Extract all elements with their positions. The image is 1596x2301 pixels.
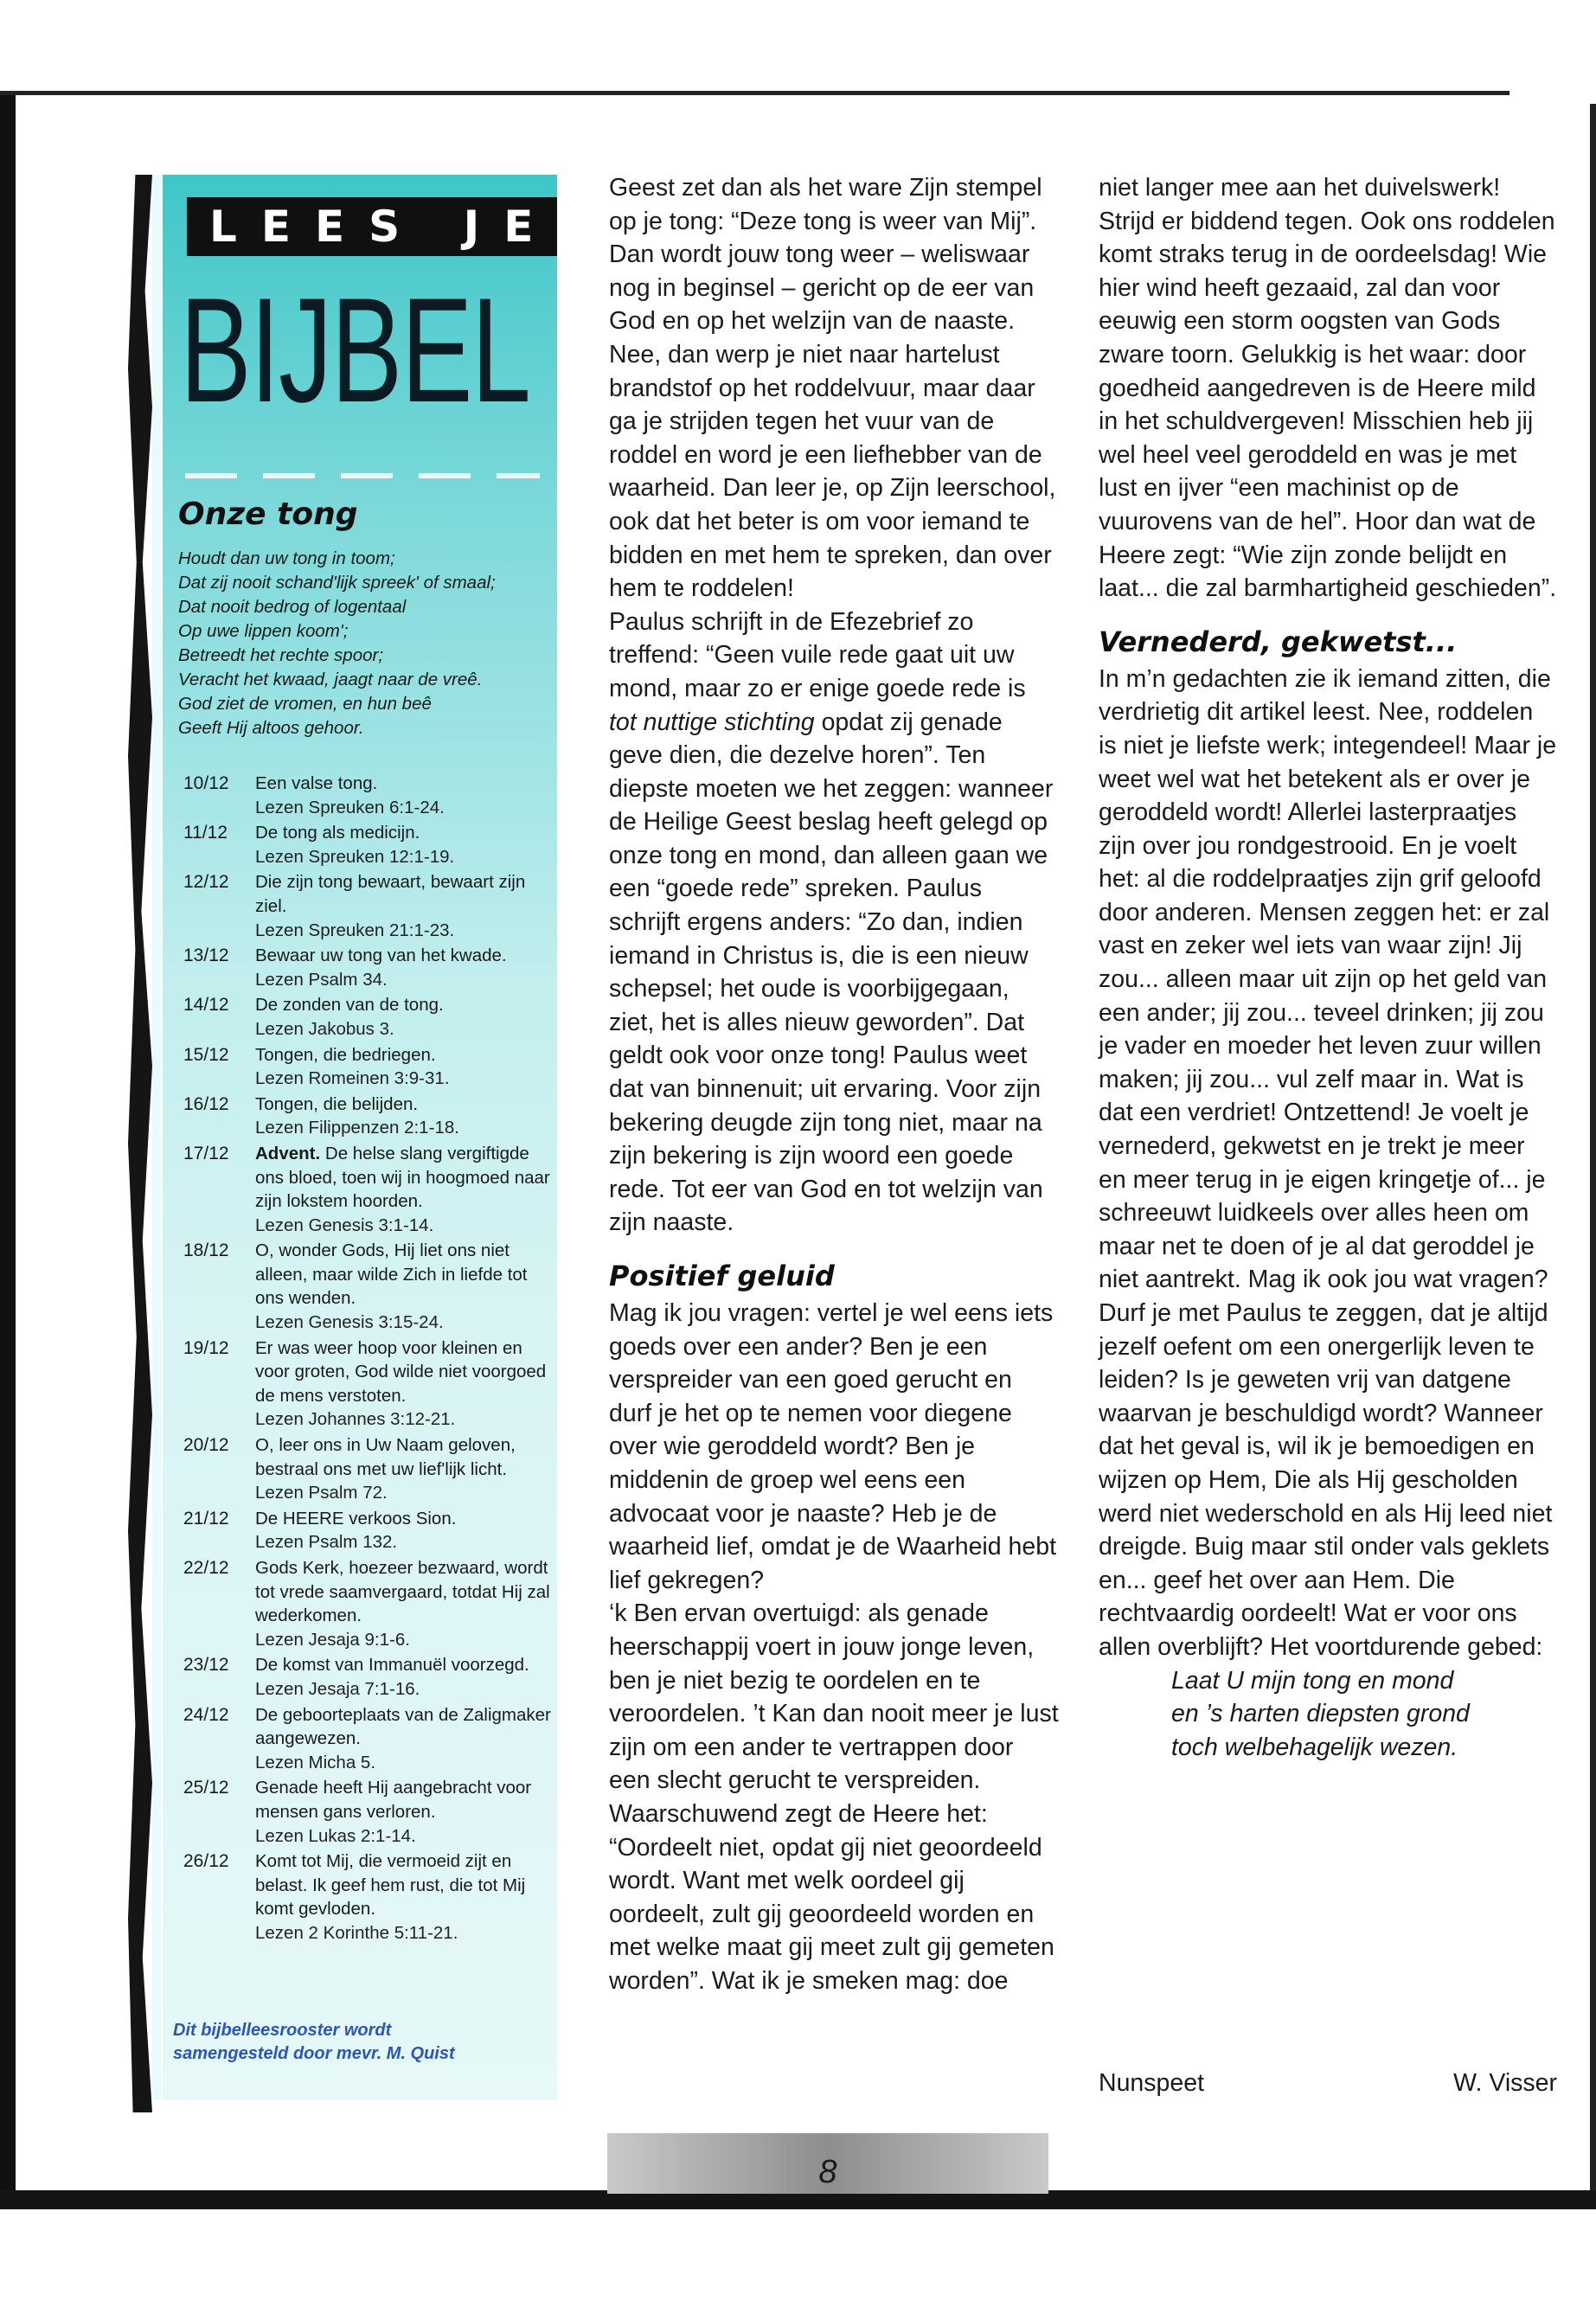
dashed-divider: [185, 473, 540, 478]
entry-reading: Lezen Spreuken 6:1-24.: [255, 797, 445, 817]
entry-reading: Lezen Jesaja 7:1-16.: [255, 1678, 420, 1699]
poem-line: Geeft Hij altoos gehoor.: [178, 718, 364, 738]
poem-line: Op uwe lippen koom';: [178, 621, 349, 641]
entry-date: 24/12: [183, 1704, 229, 1725]
schedule-entry: [183, 870, 555, 942]
entry-reading: Lezen Johannes 3:12-21.: [255, 1409, 456, 1430]
section-heading: Vernederd, gekwetst...: [1099, 625, 1458, 658]
entry-date: 21/12: [183, 1508, 229, 1529]
entry-date: 25/12: [183, 1778, 229, 1798]
poem-line: God ziet de vromen, en hun beê: [178, 694, 432, 714]
paragraph: ‘k Ben ervan overtuigd: als genade heerschappij voert in jouw jonge leven, ben je niet bezig te oordelen en te veroordelen. ’t Kan dan nooit meer je lust zijn om een ander te vertrappen door een slecht gerucht te verspreiden. Waarschuwend zegt de Heere het: “Oordeelt niet, opdat gij niet geoordeeld wordt. Want met welk oordeel gij oordeelt, zult gij geoordeeld worden en met welke maat gij meet zult gij gemeten worden”. Wat ik je smeken mag: doe: [609, 1599, 1059, 1995]
entry-topic: De HEERE verkoos Sion.: [255, 1508, 457, 1529]
schedule-entry: [183, 772, 555, 819]
poem-line: Houdt dan uw tong in toom;: [178, 548, 395, 568]
poem-line: en ’s harten diepsten grond: [1171, 1700, 1470, 1728]
schedule-entry: [183, 1653, 555, 1701]
entry-reading: Lezen Psalm 72.: [255, 1483, 388, 1503]
entry-topic: Genade heeft Hij aangebracht voor mensen gans verloren.: [255, 1778, 532, 1822]
entry-date: 23/12: [183, 1655, 229, 1676]
entry-topic: Advent. De helse slang vergiftigde ons bloed, toen wij in hoogmoed naar zijn lokstem hoorden.: [255, 1143, 550, 1212]
entry-reading: Lezen Psalm 34.: [255, 969, 388, 990]
poem: [178, 547, 555, 740]
schedule-entry: [183, 1849, 555, 1945]
schedule-entry: [183, 1043, 555, 1091]
entry-reading: Lezen Genesis 3:15-24.: [255, 1312, 444, 1333]
entry-topic: Een valse tong.: [255, 773, 378, 793]
right-border: [1590, 104, 1596, 2197]
entry-date: 11/12: [183, 823, 228, 843]
author-name: W. Visser: [1453, 2069, 1557, 2097]
entry-topic: De zonden van de tong.: [255, 995, 444, 1016]
poem-title: Onze tong: [178, 497, 358, 532]
schedule-entry: [183, 944, 555, 991]
paragraph: Paulus schrijft in de Efezebrief zo treffend: “Geen vuile rede gaat uit uw mond, maar zo er enige goede rede is tot nuttige stichting opdat zij genade geve dien, die dezelve horen”. Ten diepste moeten we het zeggen: wanneer de Heilige Geest beslag heeft gelegd op onze tong en mond, dan alleen gaan we een “goede rede” spreken. Paulus schrijft ergens anders: “Zo dan, indien iemand in Christus is, die is een nieuw schepsel; het oude is voorbijgegaan, ziet, het is alles nieuw geworden”. Dat geldt ook voor onze tong! Paulus weet dat van binnenuit; uit ervaring. Voor zijn bekering deugde zijn tong niet, maar na zijn bekering is zijn woord een goede rede. Tot eer van God en tot welzijn van zijn naaste.: [609, 607, 1054, 1237]
reading-schedule: [183, 772, 555, 1947]
entry-topic: De tong als medicijn.: [255, 823, 420, 843]
poem-line: Dat nooit bedrog of logentaal: [178, 597, 407, 617]
schedule-entry: [183, 1776, 555, 1848]
place-name: Nunspeet: [1099, 2069, 1205, 2097]
entry-topic: Gods Kerk, hoezeer bezwaard, wordt tot vrede saamvergaard, totdat Hij zal wederkomen.: [255, 1558, 550, 1626]
entry-date: 26/12: [183, 1851, 229, 1872]
entry-date: 17/12: [183, 1143, 229, 1163]
schedule-entry: [183, 821, 555, 868]
entry-reading: Lezen Spreuken 12:1-19.: [255, 846, 455, 867]
schedule-entry: [183, 1433, 555, 1505]
paragraph: Mag ik jou vragen: vertel je wel eens iets goeds over een ander? Ben je een verspreider van een goed gerucht en durf je het op te nemen voor diegene over wie geroddeld wordt? Ben je middenin de groep wel eens een advocaat voor je naaste? Heb je de waarheid lief, omdat je de Waarheid hebt lief gekregen?: [609, 1299, 1056, 1594]
sidebar-header: LEES JE: [187, 197, 557, 256]
schedule-entry: [183, 993, 555, 1041]
page-footer: [607, 2133, 1048, 2194]
entry-topic: Die zijn tong bewaart, bewaart zijn ziel.: [255, 872, 526, 916]
entry-reading: Lezen Genesis 3:1-14.: [255, 1215, 434, 1235]
entry-reading: Lezen 2 Korinthe 5:11-21.: [255, 1922, 458, 1943]
sidebar-edge: [152, 175, 161, 2100]
poem-line: Betreedt het rechte spoor;: [178, 645, 384, 665]
entry-topic: Er was weer hoop voor kleinen en voor groten, God wilde niet voorgoed de mens verstoten.: [255, 1337, 547, 1406]
entry-topic: Bewaar uw tong van het kwade.: [255, 945, 507, 966]
entry-topic: De komst van Immanuël voorzegd.: [255, 1655, 529, 1676]
article-column-2: [1099, 171, 1557, 1764]
poem-line: toch welbehagelijk wezen.: [1171, 1733, 1458, 1761]
entry-date: 19/12: [183, 1337, 229, 1358]
paragraph: niet langer mee aan het duivelswerk! Strijd er biddend tegen. Ook ons roddelen komt straks terug in de oordeelsdag! Wie hier wind heeft gezaaid, zal dan voor eeuwig een storm oogsten van Gods zware toorn. Gelukkig is het waar: door goedheid aangedreven is de Heere mild in het schuldvergeven! Misschien heb jij wel heel veel geroddeld en was je met lust en ijver “een machinist op de vuurovens van de hel”. Hoor dan wat de Heere zegt: “Wie zijn zonde belijdt en laat... die zal barmhartigheid geschieden”.: [1099, 174, 1557, 603]
entry-date: 22/12: [183, 1558, 229, 1578]
entry-reading: Lezen Lukas 2:1-14.: [255, 1825, 416, 1846]
entry-date: 16/12: [183, 1093, 229, 1114]
entry-topic: Komt tot Mij, die vermoeid zijt en belast. Ik geef hem rust, die tot Mij komt gevloden.: [255, 1851, 526, 1920]
entry-date: 10/12: [183, 773, 229, 793]
paragraph: Geest zet dan als het ware Zijn stempel op je tong: “Deze tong is weer van Mij”. Dan wordt jouw tong weer – weliswaar nog in beginsel – gericht op de eer van God en op het welzijn van de naaste. Nee, dan werp je niet naar hartelust brandstof op het roddelvuur, maar daar ga je strijden tegen het vuur van de roddel en word je een liefhebber van de waarheid. Dan leer je, op Zijn leerschool, ook dat het beter is om voor iemand te bidden en met hem te spreken, dan over hem te roddelen!: [609, 174, 1056, 603]
entry-reading: Lezen Psalm 132.: [255, 1532, 398, 1553]
entry-topic: Tongen, die belijden.: [255, 1093, 419, 1114]
schedule-entry: [183, 1142, 555, 1237]
entry-date: 18/12: [183, 1240, 229, 1261]
entry-topic: De geboorteplaats van de Zaligmaker aangewezen.: [255, 1704, 551, 1749]
entry-reading: Lezen Romeinen 3:9-31.: [255, 1068, 450, 1089]
entry-date: 20/12: [183, 1435, 229, 1456]
schedule-entry: [183, 1239, 555, 1334]
entry-topic: O, leer ons in Uw Naam geloven, bestraal ons met uw lief'lijk licht.: [255, 1435, 516, 1479]
entry-topic: O, wonder Gods, Hij liet ons niet alleen, maar wilde Zich in liefde tot ons wenden.: [255, 1240, 528, 1309]
entry-reading: Lezen Spreuken 21:1-23.: [255, 920, 455, 940]
left-border: [0, 95, 16, 2206]
entry-reading: Lezen Micha 5.: [255, 1752, 376, 1772]
poem-line: Laat U mijn tong en mond: [1171, 1666, 1454, 1695]
poem-line: Veracht het kwaad, jaagt naar de vreê.: [178, 670, 483, 689]
entry-topic: Tongen, die bedriegen.: [255, 1044, 436, 1065]
sidebar-title: BIJBEL: [180, 267, 530, 433]
schedule-entry: [183, 1703, 555, 1775]
entry-date: 12/12: [183, 872, 229, 893]
section-heading: Positief geluid: [609, 1259, 835, 1292]
top-rule: [0, 91, 1509, 95]
schedule-entry: [183, 1556, 555, 1651]
entry-reading: Lezen Jakobus 3.: [255, 1018, 394, 1039]
paragraph: In m’n gedachten zie ik iemand zitten, die verdrietig dit artikel leest. Nee, roddelen is niet je liefste werk; integendeel! Maar je weet wel wat het betekent als er over je geroddeld wordt! Allerlei lasterpraatjes zijn over jou rondgestrooid. En je voelt het: al die roddelpraatjes zijn grif geloofd door anderen. Mensen zeggen het: er zal vast en zeker wel iets van waar zijn! Jij zou... alleen maar uit zijn op het geld van een ander; jij zou... teveel drinken; jij zou je vader en moeder het leven zuur willen maken; jij zou... vul zelf maar in. Wat is dat een verdriet! Ontzettend! Je voelt je vernederd, gekwetst en je trekt je meer en meer terug in je eigen kringetje of... je schreeuwt luidkeels over alles heen om maar net te doen of je al dat geroddel je niet aantrekt. Mag ik ook jou wat vragen? Durf je met Paulus te zeggen, dat je altijd jezelf oefent om een onergerlijk leven te leiden? Is je geweten vrij van datgene waarvan je beschuldigd wordt? Wanneer dat het geval is, wil ik je bemoedigen en wijzen op Hem, Die als Hij gescholden werd niet wederschold en als Hij leed niet dreigde. Buig maar stil onder vals geklets en... geef het over aan Hem. Die rechtvaardig oordeelt! Wat er voor ons allen overblijft? Het voortdurende gebed:: [1099, 664, 1557, 1661]
entry-date: 15/12: [183, 1044, 229, 1065]
torn-edge-decoration: [128, 175, 152, 2112]
schedule-entry: [183, 1336, 555, 1432]
schedule-entry: [183, 1093, 555, 1140]
page-number: 8: [818, 2154, 837, 2190]
closing-poem: [1171, 1664, 1557, 1765]
entry-reading: Lezen Jesaja 9:1-6.: [255, 1629, 410, 1650]
entry-reading: Lezen Filippenzen 2:1-18.: [255, 1118, 459, 1138]
poem-line: Dat zij nooit schand'lijk spreek' of smaal;: [178, 573, 496, 593]
entry-date: 14/12: [183, 995, 229, 1016]
schedule-entry: [183, 1507, 555, 1554]
entry-date: 13/12: [183, 945, 229, 966]
article-column-1: [609, 171, 1059, 1997]
bible-reading-sidebar: [163, 175, 557, 2100]
schedule-credit: Dit bijbelleesrooster wordt samengesteld door mevr. M. Quist: [173, 2021, 455, 2063]
